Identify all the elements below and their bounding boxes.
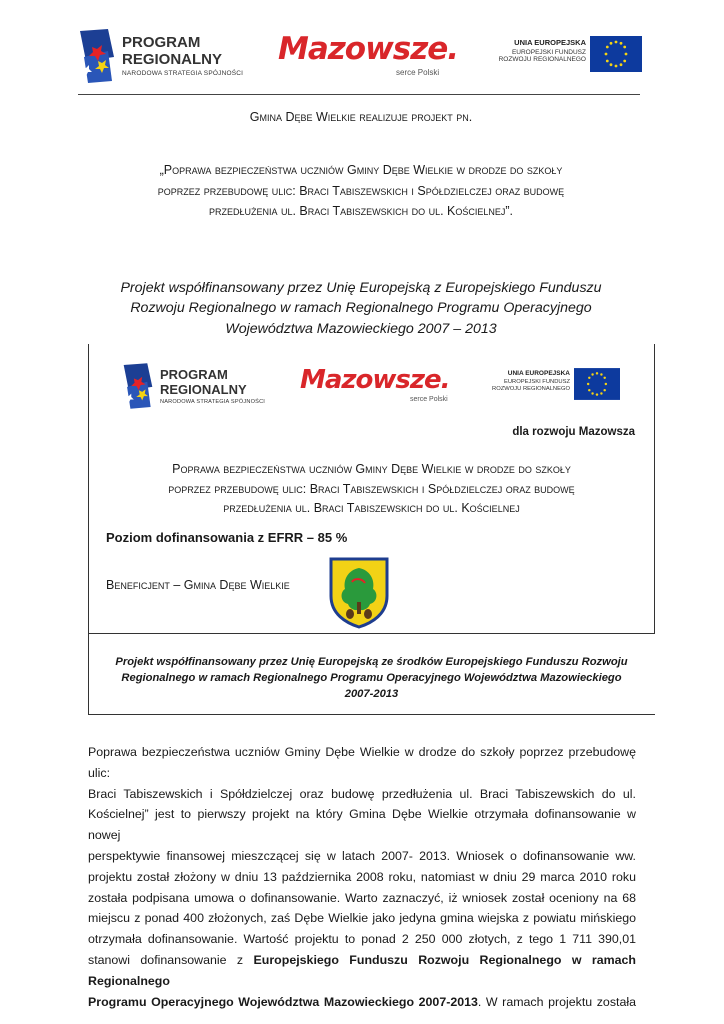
body-line: Kościelnej” jest to pierwszy projekt na który Gmina Dębe Wielkie otrzymała dofinansowanie w nowej (88, 807, 636, 843)
coat-of-arms-icon (328, 556, 390, 630)
mazowsze-tagline: serce Polski (396, 68, 440, 77)
board-eu-line2: ROZWOJU REGIONALNEGO (492, 385, 570, 392)
board-footer-line: 2007-2013 (344, 688, 399, 701)
body-line: Braci Tabiszewskich i Spółdzielczej oraz budowę przedłużenia ul. Braci Tabiszewskich do ul. (88, 786, 636, 801)
body-line: projektu został złożony w dniu 13 października 2008 roku, natomiast w dniu 29 marca 2010 roku (88, 869, 636, 884)
project-title (80, 160, 642, 222)
board-mazowsze-logo (300, 364, 470, 412)
cofinancing-statement (80, 278, 642, 339)
board-project-title (88, 460, 655, 519)
cofinancing-line: Województwa Mazowieckiego 2007 – 2013 (225, 320, 497, 337)
body-line: miejscu z ponad 400 złożonych, zaś Dębe Wielkie jako jedyna gmina wiejska z powiatu mińskiego (88, 911, 636, 926)
eu-logo-title: UNIA EUROPEJSKA (514, 38, 586, 47)
program-regionalny-logo (78, 26, 258, 86)
body-line (88, 992, 636, 1013)
body-line: perspektywie finansowej mieszczącej się w latach 2007- 2013. Wniosek o dofinansowanie ww. (88, 848, 636, 863)
body-line: otrzymała dofinansowanie. Wartość projektu to ponad 2 250 000 złotych, z tego 1 711 390,01 (88, 932, 636, 947)
body-text-run: . W ramach projektu została (477, 994, 636, 1009)
eu-logo-line1: EUROPEJSKI FUNDUSZ (511, 49, 586, 56)
body-text-run: stanowi dofinansowanie z (88, 952, 254, 967)
program-logo-line1: PROGRAM (122, 34, 201, 51)
header-divider (78, 94, 640, 95)
mazowsze-wordmark: Mazowsze. (278, 31, 459, 67)
eu-flag-icon (590, 36, 642, 72)
cofinancing-line: Rozwoju Regionalnego w ramach Regionalnego Programu Operacyjnego (130, 300, 592, 317)
board-program-logo (122, 360, 292, 412)
body-paragraph (88, 742, 636, 1012)
program-regionalny-emblem-icon (122, 361, 154, 411)
eu-logo-line2: ROZWOJU REGIONALNEGO (498, 56, 586, 64)
project-board (88, 344, 655, 716)
body-bold-fund-name: Europejskiego Funduszu Rozwoju Regionalnego w ramach Regionalnego (88, 952, 636, 988)
board-title-line: przedłużenia ul. Braci Tabiszewskich do ul. Kościelnej (223, 501, 520, 515)
eu-flag-icon (574, 368, 620, 400)
for-development-label: dla rozwoju Mazowsza (512, 426, 635, 438)
board-eu-line1: EUROPEJSKI FUNDUSZ (503, 379, 570, 385)
beneficiary: Beneficjent – Gmina Dębe Wielkie (106, 578, 290, 592)
board-program-tagline: NARODOWA STRATEGIA SPÓJNOŚCI (160, 398, 266, 405)
board-title-line: Poprawa bezpieczeństwa uczniów Gminy Dębe Wielkie w drodze do szkoły (172, 462, 571, 476)
body-bold-program-name: Programu Operacyjnego Województwa Mazowieckiego 2007-2013 (88, 994, 478, 1009)
board-mazowsze-tagline: serce Polski (410, 396, 448, 403)
board-program-line2: REGIONALNY (160, 381, 247, 397)
mazowsze-logo (278, 30, 468, 86)
board-footer-line: Regionalnego w ramach Regionalnego Programu Operacyjnego Województwa Mazowieckiego (121, 672, 622, 685)
funding-level: Poziom dofinansowania z EFRR – 85 % (106, 530, 348, 545)
program-regionalny-emblem-icon (78, 27, 116, 85)
program-logo-tagline: NARODOWA STRATEGIA SPÓJNOŚCI (122, 70, 244, 77)
header-logos (78, 26, 642, 90)
body-line: została podpisana umowa o dofinansowanie. Warto zaznaczyć, iż wniosek został oceniony na 68 (88, 890, 636, 905)
board-mazowsze-wordmark: Mazowsze. (300, 365, 450, 395)
eu-logo (486, 36, 642, 76)
board-title-line: poprzez przebudowę ulic: Braci Tabiszewskich i Spółdzielczej oraz budowę (168, 481, 575, 496)
board-eu-title: UNIA EUROPEJSKA (507, 370, 570, 377)
board-eu-logo (482, 368, 622, 402)
cofinancing-line: Projekt współfinansowany przez Unię Europejską z Europejskiego Funduszu (120, 280, 602, 296)
project-title-line: przedłużenia ul. Braci Tabiszewskich do ul. Kościelnej”. (208, 204, 514, 218)
board-footer (88, 654, 655, 703)
project-title-line: poprzez przebudowę ulic: Braci Tabiszewskich i Spółdzielczej oraz budowę (157, 183, 565, 198)
body-line (88, 950, 636, 992)
board-bottom-border (88, 714, 655, 715)
board-program-line1: PROGRAM (160, 366, 228, 382)
intro-line: Gmina Dębe Wielkie realizuje projekt pn. (249, 110, 473, 124)
board-divider (88, 633, 655, 634)
body-line: Poprawa bezpieczeństwa uczniów Gminy Dębe Wielkie w drodze do szkoły poprzez przebudowę ulic: (88, 745, 636, 780)
board-footer-line: Projekt współfinansowany przez Unię Europejską ze środków Europejskiego Funduszu Rozwoju (115, 656, 628, 668)
project-title-line: „Poprawa bezpieczeństwa uczniów Gminy Dębe Wielkie w drodze do szkoły (159, 163, 563, 177)
program-logo-line2: REGIONALNY (122, 51, 223, 68)
